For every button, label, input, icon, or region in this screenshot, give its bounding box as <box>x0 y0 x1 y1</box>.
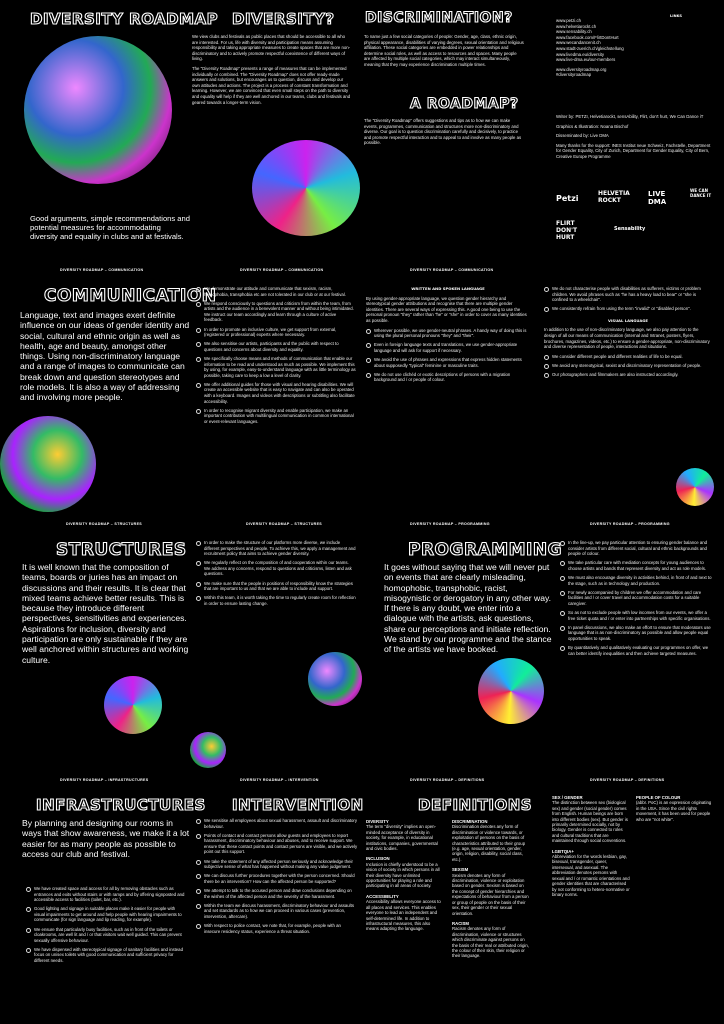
discrimination-text: To name just a few social categories of people: Gender, age, class, ethnic origin, physical appearance, disabilities of varying degrees, sexual orientation and religious affiliation. These social categories are embedded in power relationships and determine social roles, as well as access to resources and spaces. Many people are affected by multiple social categories, which may interact simultaneously, meaning that they may experience discrimination multiple times. <box>364 34 524 67</box>
logo-we-can-dance-it: WE CAN DANCE IT <box>690 188 712 198</box>
def-text: Accessibility allows everyone access to all places and services. This enables everyone to lead an independent and self-determined life. In addition to infrastructural measures, this also means adapting the language. <box>366 899 441 932</box>
structures-programming-section <box>0 512 724 768</box>
col3-intro: By using gender-appropriate language, we question gender hierarchy and stereotypical gender attributions and recognise that there are multiple gender identities. There are several ways of expressing this. A good one being to use the personal pronoun "they" rather than "he" or "she" in order to cover as many identities as possible. <box>366 295 527 323</box>
communication-lead: Language, text and images exert definite influence on our ideas of gender identity and social, cultural and ethnic origin as well as health, age and beauty, amongst other things. Using non-discriminatory language and a range of images to communicate can break down and question stereotypes and role models. It is also a way of addressing and involving more people. <box>20 310 190 403</box>
communication-col4 <box>544 286 712 381</box>
def-term: INCLUSION <box>366 856 390 862</box>
communication-label: DIVERSITY ROADMAP – COMMUNICATION <box>60 268 144 272</box>
def-term: DISCRIMINATION <box>452 819 488 824</box>
list-item: So as not to exclude people with low incomes from our events, we offer a free ticket quota and / or enter into partnerships with specific organisations. <box>560 610 714 621</box>
link-item[interactable]: www.livedma.eu/diversity <box>556 51 604 57</box>
def-term: SEX / GENDER <box>552 795 583 800</box>
definitions-col-c <box>552 790 630 897</box>
list-item: Even in foreign language texts and translations, we use gender-appropriate language and will ask for support if necessary. <box>366 342 530 353</box>
infrastructures-list <box>26 886 186 967</box>
programming-label: DIVERSITY ROADMAP – PROGRAMMING <box>410 522 490 526</box>
list-item: We avoid any stereotypical, sexist and discriminatory representation of people. <box>544 363 712 369</box>
def-text: (abbr. PoC) is an expression originating in the USA. Since the civil rights movement, it has been used for people who are "not white". <box>636 800 712 822</box>
def-term: SEXISM <box>452 867 469 873</box>
visual-language-title: VISUAL LANGUAGE <box>608 317 648 323</box>
list-item: We must also encourage diversity in activities behind, in front of and next to the stage, such as in technology and production. <box>560 575 714 586</box>
def-term: DIVERSITY <box>366 819 389 824</box>
communication-title: COMMUNICATION <box>44 286 217 306</box>
list-item: We have created space and access for all by removing obstacles such as entrances and exits without stairs or with ramps and by offering signposted and accessible access to facilities (toilet, bar, etc.). <box>26 886 186 903</box>
list-item: We take the statement of any affected person seriously and acknowledge their subjective sense of what has happened without making any value judgement. <box>196 859 358 870</box>
link-item[interactable]: www.facebook.com/FlirtDontHurt <box>556 34 619 40</box>
def-term: LGBTQIA+ <box>552 848 574 854</box>
def-text: Inclusion is chiefly understood to be a vision of society in which persons in all their diversity have unlimited opportunities for playing a role and participating in all areas of society. <box>366 861 440 889</box>
list-item: In panel discussions, we also make an effort to ensure that moderators use language that is as non-discriminatory as possible and allow people equal opportunities to speak. <box>560 625 714 642</box>
list-item: In the line-up, we pay particular attention to ensuring gender balance and consider artists from different social, cultural and ethnic backgrounds and people of colour. <box>560 540 714 557</box>
list-item: We sensitise all employees about sexual harassment, assault and discriminatory behaviour. <box>196 818 358 829</box>
roadmap-title: A ROADMAP? <box>410 96 519 112</box>
programming-lead: It goes without saying that we will never put on events that are clearly misleading, homophobic, transphobic, racist, misogynistic or derogatory in any other way. If there is any doubt, we enter into a dialogue with the artists, ask questions, share our perceptions and initiate reflection. We stand by our programme and the stance of the artists we have booked. <box>384 562 552 655</box>
link-item[interactable]: www.live-dma.eu/our-members <box>556 57 616 63</box>
list-item: In order to promote an inclusive culture, we get support from external, (registered or professional) experts where necessary. <box>196 327 356 338</box>
list-item: With respect to police contact, we note that, for example, people with an insecure residency status, experience a threat situation. <box>196 923 358 934</box>
def-text: Abbreviation for the words lesbian, gay, bisexual, transgender, queer, intersexual, and asexual. The abbreviation denotes persons with sexual and / or romantic orientations and gender identities that are characterised by not conforming to hetero-normative or binary norms. <box>552 854 630 897</box>
link-item[interactable]: www.stadt-zuerich.ch/gleichstellung <box>556 45 624 51</box>
illustration-circle-structures-2 <box>190 732 226 768</box>
infrastructures-label: DIVERSITY ROADMAP – INFRASTRUCTURES <box>60 778 149 782</box>
programming-label-2: DIVERSITY ROADMAP – PROGRAMMING <box>590 522 670 526</box>
logo-live-dma: LIVE DMA <box>648 190 667 206</box>
infra-intervention-definitions-section <box>0 768 724 1024</box>
programming-col4 <box>560 540 714 660</box>
list-item: Within this team, it is worth taking the time to regularly create room for reflection in order to ensure lasting change. <box>196 595 356 606</box>
diversity-text <box>192 34 352 109</box>
intervention-label: DIVERSITY ROADMAP – INTERVENTION <box>240 778 319 782</box>
communication-col3 <box>366 286 530 386</box>
list-item: In order to make the structure of our platforms more diverse, we include different perspectives and people. To achieve this, we apply a management and recruitment policy that aims to achieve gender diversity. <box>196 540 356 557</box>
communication-label-2: DIVERSITY ROADMAP – COMMUNICATION <box>240 268 324 272</box>
list-item: We demonstrate our attitude and communicate that sexism, racism, homophobia, transphobia etc are not tolerated in our club or at our festival. <box>196 286 356 297</box>
list-item: We also sensitise our artists, participants and the public with respect to questions and concerns about diversity and equality. <box>196 341 356 352</box>
list-item: Our photographers and filmmakers are also instructed accordingly. <box>544 372 712 378</box>
def-term: ACCESSIBILITY <box>366 893 399 899</box>
list-item: We can discuss further procedures together with the person concerned. Should there be an intervention? How can the affected person be supported? <box>196 873 358 884</box>
illustration-circle-programming <box>478 658 544 724</box>
list-item: We do not use clichéd or exotic descriptions of persons with a migration background and / or people of colour. <box>366 372 530 383</box>
list-item: We take particular care with mediation concepts for young audiences to choose artists and bands that represent diversity and act as role models. <box>560 560 714 571</box>
front-tagline: Good arguments, simple recommendations and potential measures for accommodating diversity and equality in clubs and at festivals. <box>30 214 190 242</box>
illustration-circle-main <box>24 36 172 184</box>
def-text: The term "diversity" implies an open-minded acceptance of diversity in society, for example, in educational institutions, companies, governmental and civic bodies. <box>366 824 438 852</box>
illustration-circle-communication <box>0 416 96 512</box>
front-section <box>0 0 724 256</box>
list-item: We offer additional guides for those with visual and hearing disabilities. We will create an accessible website that is easy to navigate and can also be operated with a keyboard. Images and videos with descriptions or subtitling also facilitate accessibility. <box>196 382 356 404</box>
def-term: PEOPLE OF COLOUR <box>636 795 681 800</box>
definitions-label: DIVERSITY ROADMAP – DEFINITIONS <box>410 778 485 782</box>
def-text: Racism denotes any form of discrimination, violence or structures which discriminate against persons on the basis of their real or attributed origin, the colour of their skin, their religion or their language. <box>452 926 529 959</box>
logo-petzi: Petzi <box>556 194 579 203</box>
definitions-col-b <box>452 814 530 959</box>
structures-label-2: DIVERSITY ROADMAP – STRUCTURES <box>246 522 322 526</box>
diversity-p1: We view clubs and festivals as public places that should be accessible to all who are interested. For us, life with diversity and participation means assuming responsibility and taking appropriate measures to create spaces that are more non-discriminatory and to actively promote respectful coexistence of different ways of living. <box>192 34 351 62</box>
communication-col2 <box>196 286 356 428</box>
logo-flirt-dont-hurt: FLIRT DON'T HURT <box>556 220 578 241</box>
illustration-circle-diversity <box>252 140 360 236</box>
credit-disseminated: Disseminated by: Live DMA <box>556 133 609 139</box>
link-item[interactable]: www.helvetiarockt.ch <box>556 23 597 29</box>
infrastructures-lead: By planning and designing our rooms in ways that show awareness, we make it a lot easier for as many people as possible to access our club and festival. <box>22 818 190 859</box>
list-item: We attempt to talk to the accused person and draw conclusions depending on the wishes of the affected person and the severity of the harassment. <box>196 888 358 899</box>
def-text: Sexism denotes any form of discrimination, violence or exploitation based on gender. Sexism is based on the concept of gender hierarchies and expectations of behaviour from a person or group of people on the basis of their sex, their gender or their sexual orientation. <box>452 872 529 916</box>
list-item: We do not characterise people with disabilities as sufferers, victims or problem children. We avoid phrases such as "he has a heavy load to bear" or "she is confined to a wheelchair". <box>544 286 712 303</box>
credit-writer: Writer by: PETZI, Helvetiarockt, sensAbility, Flirt, don't hurt, We Can Dance iT <box>556 114 704 119</box>
list-item: In order to recognise migrant diversity and enable participation, we make an important contribution with multilingual communication in common international or event-relevant languages. <box>196 408 356 425</box>
communication-section <box>0 256 724 512</box>
list-item: We ensure that particularly busy facilities, such as in front of the toilets or cloakrooms, are well lit and / or that visitors wait well guided. This can prevent sexually offensive behaviour. <box>26 927 186 944</box>
credits <box>556 114 716 164</box>
main-title: DIVERSITY ROADMAP <box>30 10 219 28</box>
definitions-col-a <box>366 814 444 932</box>
illustration-circle-small <box>676 468 714 506</box>
structures-label: DIVERSITY ROADMAP – STRUCTURES <box>66 522 142 526</box>
definitions-title: DEFINITIONS <box>418 796 533 814</box>
list-item: We have dispensed with stereotypical signage of sanitary facilities and instead focus on unisex toilets with good communication and sufficient privacy for different needs. <box>26 947 186 964</box>
credit-thanks: Many thanks for the support: INES Institut neue Schweiz, Fachstelle, Department for Gender Equality, City of Zurich, Department for Gender Equality, City of Bern, Creative Europe Programme <box>556 142 711 159</box>
list-item: We specifically choose means and methods of communication that enable our information to be read and understood as much as possible. We implement this by using, for example, easy-to-understand language with as little terminology as possible, taking care to keep a low a level of clarity. <box>196 356 356 378</box>
definitions-col-d <box>636 790 714 822</box>
list-item: We regularly reflect on the composition of and cooperation within our teams. We address any concerns, respond to questions and criticisms, listen and ask questions. <box>196 560 356 577</box>
list-item: Good lighting and signage in suitable places make it easier for people with visual impairments to get around and help people with hearing impairments to communicate (for sign language and lip reading, for example). <box>26 906 186 923</box>
list-item: Within the team we discuss harassment, discriminatory behaviour and assaults and set standards as to how we can proceed in various cases (prevention, intervention, aftercare). <box>196 903 358 920</box>
diversity-p2: The "Diversity Roadmap" presents a range of measures that can be implemented individually or combined. The "Diversity Roadmap" does not offer ready-made answers and solutions, but encourages us to question, discuss and develop our own attitudes and actions. The project is a process of constant transformation and learning. However, we are convinced that even small steps on the path to diversity and equality will help if they are well anchored in our teams, clubs and festivals and geared towards a longer-term vision. <box>192 65 351 105</box>
list-item: We consistently refrain from using the term "invalid" or "disabled person". <box>544 306 712 312</box>
link-item[interactable]: www.wecandancenit.ch <box>556 40 601 46</box>
infrastructures-title: INFRASTRUCTURES <box>36 796 206 814</box>
list-item: By quantitatively and qualitatively evaluating our programmes on offer, we can better identify inequalities and then achieve targeted measures. <box>560 645 714 656</box>
communication-label-3: DIVERSITY ROADMAP – COMMUNICATION <box>410 268 494 272</box>
link-item[interactable]: www.sensability.ch <box>556 29 592 35</box>
col4-para: In addition to the use of non-discriminatory language, we also pay attention to the design of all our means of communication (internal and Intranet, posters, flyers, brochures, magazines, videos, etc.) to ensure a gender-appropriate, non-discriminatory and diverse representation of people, interactions and situations. <box>544 327 710 350</box>
def-term: RACISM <box>452 920 469 926</box>
link-item[interactable]: www.petzi.ch <box>556 18 582 23</box>
def-text: Discrimination denotes any form of discrimination or violence towards, or exploitation of persons on the basis of characteristics attributed to their group (e.g. age, sexual orientation, gender, origin, religion, disability, social class, etc.). <box>452 824 526 862</box>
structures-lead: It is well known that the composition of teams, boards or juries has an impact on discussions and their results. It is clear that mixed teams achieve better results. This is because they introduce different perspectives, sensitivities and experiences. Aspirations for inclusion, diversity and participation are only sustainable if they are well anchored within structures and working culture. <box>22 562 189 665</box>
list-item: We make sure that the people in positions of responsibility know the strategies that are important to us and that we are able to include and support. <box>196 581 356 592</box>
structures-title: STRUCTURES <box>56 540 187 560</box>
diversity-title: DIVERSITY? <box>232 10 335 28</box>
links-title: LINKS <box>670 14 683 18</box>
logo-sensability: Sensability <box>614 226 646 232</box>
definitions-label-2: DIVERSITY ROADMAP – DEFINITIONS <box>590 778 665 782</box>
list-item: We respond consciously to questions and criticism from within the team, from artists and the audience in a benevolent manner and without being intimidated. We instruct our team accordingly and learn through a culture of active feedback. <box>196 301 356 323</box>
illustration-circle-center <box>308 652 362 706</box>
link-item[interactable]: www.diversityroadmap.org <box>556 66 607 72</box>
def-text: The distinction between sex (biological sex) and gender (social gender) comes from English. Human beings are born into different bodies (sex). But gender is primarily determined socially, not by biology. Gender is connected to roles and cultural traditions that are maintained through social conventions. <box>552 800 628 844</box>
list-item: Wherever possible, we use gender-neutral phrases. A handy way of doing this is using the plural personal pronouns "they" and "their". <box>366 328 530 339</box>
discrimination-title: DISCRIMINATION? <box>365 10 513 26</box>
list-item: We consider different people and different realities of life to be equal. <box>544 354 712 360</box>
list-item: We avoid the use of phrases and expressions that express hidden statements about supposedly "typical" feminine or masculine traits. <box>366 357 530 368</box>
intervention-title: INTERVENTION <box>232 796 364 814</box>
roadmap-text: The "Diversity Roadmap" offers suggestions and tips as to how we can make events, programmes, communication and structures more non-discriminatory and diverse. Our goal is to question discrimination carefully and decisively, to practice and promote respectful interaction and to appeal to and involve as many people as possible. <box>364 118 522 146</box>
programming-title: PROGRAMMING <box>408 540 563 560</box>
list-item: Points of contact and contact persons allow guests and employees to report harassment, discriminatory behaviour and abuses, and to receive support. We ensure that these contact points and contact persons are visible, and we actively point out this support. <box>196 833 358 855</box>
intervention-list <box>196 818 358 938</box>
logo-helvetia-rockt: HELVETIA ROCKT <box>598 190 630 204</box>
links-list <box>556 18 716 78</box>
structures-col2 <box>196 540 356 610</box>
list-item: For newly accompanied by children we offer accommodation and care facilities and / or cover travel and accommodation costs for a suitable caregiver. <box>560 590 714 607</box>
credit-graphics: Graphics & Illustration: Noana Bischof <box>556 123 629 129</box>
link-item: #diversityroadmap <box>556 72 592 78</box>
written-spoken-title: WRITTEN AND SPOKEN LANGUAGE <box>411 286 485 291</box>
illustration-circle-structures <box>104 676 162 734</box>
